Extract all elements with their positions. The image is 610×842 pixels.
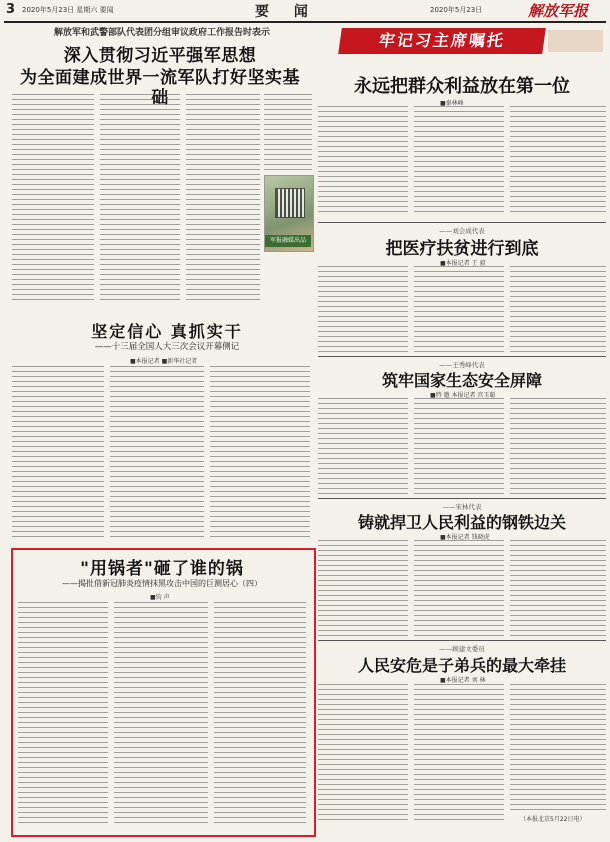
masthead-rule: [4, 21, 606, 23]
second-byline: ■本报记者 ■新华社记者: [130, 358, 198, 365]
right-title-4[interactable]: 铸就捍卫人民利益的钢铁边关: [357, 513, 566, 532]
right-byline-3: ■特 邀 本报记者 宫玉聪: [430, 392, 496, 399]
right-byline-4: ■本报记者 钱晓虎: [440, 534, 490, 541]
lead-body-col2: [100, 94, 180, 304]
section-name: 要 闻: [255, 4, 318, 20]
lead-body-col1: [12, 94, 94, 304]
column-banner: 牢记习主席嘱托: [338, 28, 546, 54]
right-byline-1: ■秦林峰: [440, 100, 464, 107]
right-body-4a: [318, 540, 408, 636]
divider-3: [318, 498, 606, 499]
right-title-3[interactable]: 筑牢国家生态安全屏障: [381, 371, 542, 390]
divider-4: [318, 640, 606, 641]
right-kicker-4: ——宋林代表: [442, 503, 482, 511]
lead-title-line1[interactable]: 深入贯彻习近平强军思想: [63, 46, 257, 66]
divider-2: [318, 356, 606, 357]
right-body-3a: [318, 398, 408, 494]
qr-code[interactable]: [275, 188, 305, 218]
issue-date: 2020年5月23日: [430, 6, 483, 14]
right-kicker-2: ——刘会成代表: [439, 227, 485, 235]
second-title[interactable]: 坚定信心 真抓实干: [91, 322, 243, 341]
second-subtitle: ——十三届全国人大三次会议开幕侧记: [94, 342, 240, 352]
right-body-2b: [414, 266, 504, 352]
commentary-body-col1: [18, 602, 108, 824]
right-kicker-5: ——顾建文委员: [439, 645, 485, 653]
lead-body-col3: [186, 94, 260, 304]
right-title-1[interactable]: 永远把群众利益放在第一位: [354, 76, 570, 97]
right-body-1b: [414, 106, 504, 216]
right-title-2[interactable]: 把医疗扶贫进行到底: [385, 239, 539, 259]
divider-1: [318, 222, 606, 223]
right-body-3c: [510, 398, 606, 494]
right-body-1c: [510, 106, 606, 216]
right-body-5b: [414, 684, 504, 824]
right-dateline: （本报北京5月22日电）: [520, 816, 586, 823]
commentary-byline: ■钧 声: [150, 594, 170, 601]
lead-title-line2[interactable]: 为全面建成世界一流军队打好坚实基础: [20, 68, 300, 108]
right-byline-5: ■本报记者 刘 林: [440, 677, 486, 684]
right-byline-2: ■本报记者 王 毅: [440, 260, 486, 267]
page-number: 3: [6, 2, 16, 17]
right-kicker-3: ——王秀峰代表: [439, 361, 485, 369]
commentary-title[interactable]: "用锅者"砸了谁的锅: [80, 559, 244, 579]
banner-decoration: [548, 30, 603, 52]
newspaper-logo: 解放军报: [528, 2, 589, 20]
commentary-body-col2: [114, 602, 208, 824]
second-body-col1: [12, 366, 104, 541]
right-body-4b: [414, 540, 504, 636]
right-body-3b: [414, 398, 504, 494]
second-body-col2: [110, 366, 204, 541]
masthead-info: 2020年5月23日 星期六 要闻: [22, 6, 114, 14]
right-body-5a: [318, 684, 408, 824]
right-body-4c: [510, 540, 606, 636]
lead-body-col4: [264, 94, 312, 174]
commentary-subtitle: ——揭批借新冠肺炎疫情抹黑攻击中国的巨测居心（四）: [62, 579, 262, 588]
commentary-body-col3: [214, 602, 306, 824]
right-title-5[interactable]: 人民安危是子弟兵的最大牵挂: [357, 656, 566, 675]
lead-kicker: 解放军和武警部队代表团分组审议政府工作报告时表示: [53, 28, 270, 38]
right-body-5c: [510, 684, 606, 810]
right-body-1a: [318, 106, 408, 216]
photo-tag: 军报融媒出品: [265, 235, 311, 247]
right-body-2a: [318, 266, 408, 352]
second-body-col3: [210, 366, 310, 541]
right-body-2c: [510, 266, 606, 352]
